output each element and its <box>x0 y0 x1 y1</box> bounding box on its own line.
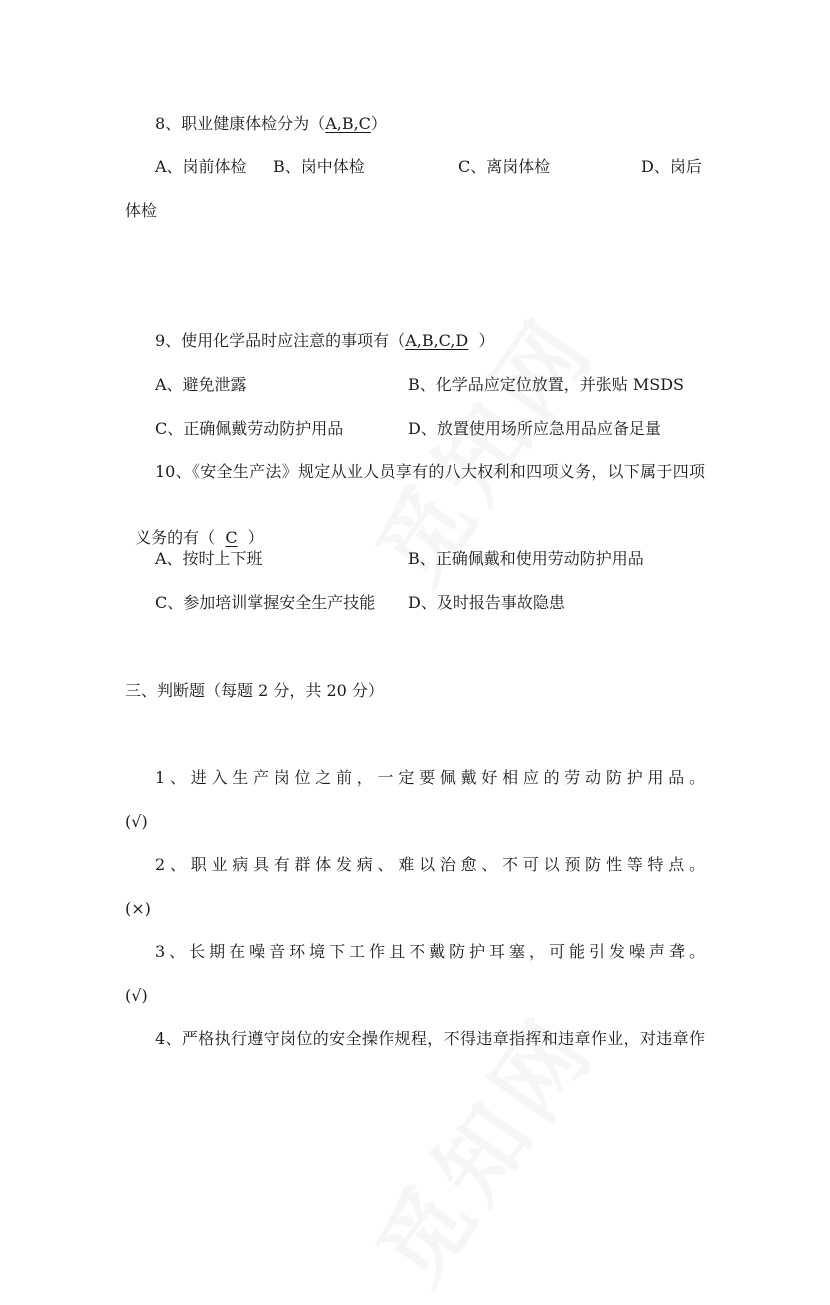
question-8-prefix: 8、职业健康体检分为（ <box>155 114 326 133</box>
question-8-option-c: C、离岗体检 <box>458 157 551 176</box>
question-10-line2 <box>125 505 264 549</box>
tf-item-2-answer: (×) <box>125 899 151 918</box>
tf-item-3: 3、长期在噪音环境下工作且不戴防护耳塞，可能引发噪声聋。 <box>155 942 705 961</box>
question-8-answer: A,B,C <box>325 114 371 133</box>
tf-item-3-answer: (√) <box>125 986 148 1005</box>
question-9-answer: A,B,C,D <box>405 331 469 350</box>
question-10-line1: 10、《安全生产法》规定从业人员享有的八大权利和四项义务，以下属于四项 <box>155 462 705 481</box>
question-10-answer: C <box>225 528 238 547</box>
question-9-option-d: D、放置使用场所应急用品应备足量 <box>408 419 661 438</box>
question-9-option-a: A、避免泄露 <box>155 375 247 394</box>
tf-item-1: 1、进入生产岗位之前，一定要佩戴好相应的劳动防护用品。 <box>155 768 705 787</box>
question-10-option-b: B、正确佩戴和使用劳动防护用品 <box>408 549 644 568</box>
question-10-option-a: A、按时上下班 <box>155 549 263 568</box>
question-9-suffix: ） <box>468 331 495 350</box>
question-9-prefix: 9、使用化学品时应注意的事项有（ <box>155 331 406 350</box>
question-8-option-a: A、岗前体检 <box>155 157 247 176</box>
question-8 <box>155 113 387 135</box>
tf-item-1-answer: (√) <box>125 812 148 831</box>
question-8-suffix: ） <box>370 114 387 133</box>
question-8-option-b: B、岗中体检 <box>273 157 365 176</box>
question-9-option-c: C、正确佩戴劳动防护用品 <box>155 419 344 438</box>
question-10-prefix: 义务的有（ <box>135 528 226 547</box>
question-8-option-d: D、岗后 <box>641 157 702 176</box>
section-3-title: 三、判断题（每题 2 分，共 20 分） <box>125 681 384 700</box>
question-10-option-c: C、参加培训掌握安全生产技能 <box>155 593 376 612</box>
question-10-option-d: D、及时报告事故隐患 <box>408 593 565 612</box>
question-8-option-d-wrap: 体检 <box>125 201 158 220</box>
question-9-option-b: B、化学品应定位放置，并张贴 MSDS <box>408 375 684 394</box>
tf-item-4: 4、严格执行遵守岗位的安全操作规程，不得违章指挥和违章作业，对违章作 <box>155 1029 705 1048</box>
question-9 <box>155 330 494 352</box>
question-10-suffix: ） <box>237 528 264 547</box>
tf-item-2: 2、职业病具有群体发病、难以治愈、不可以预防性等特点。 <box>155 855 705 874</box>
